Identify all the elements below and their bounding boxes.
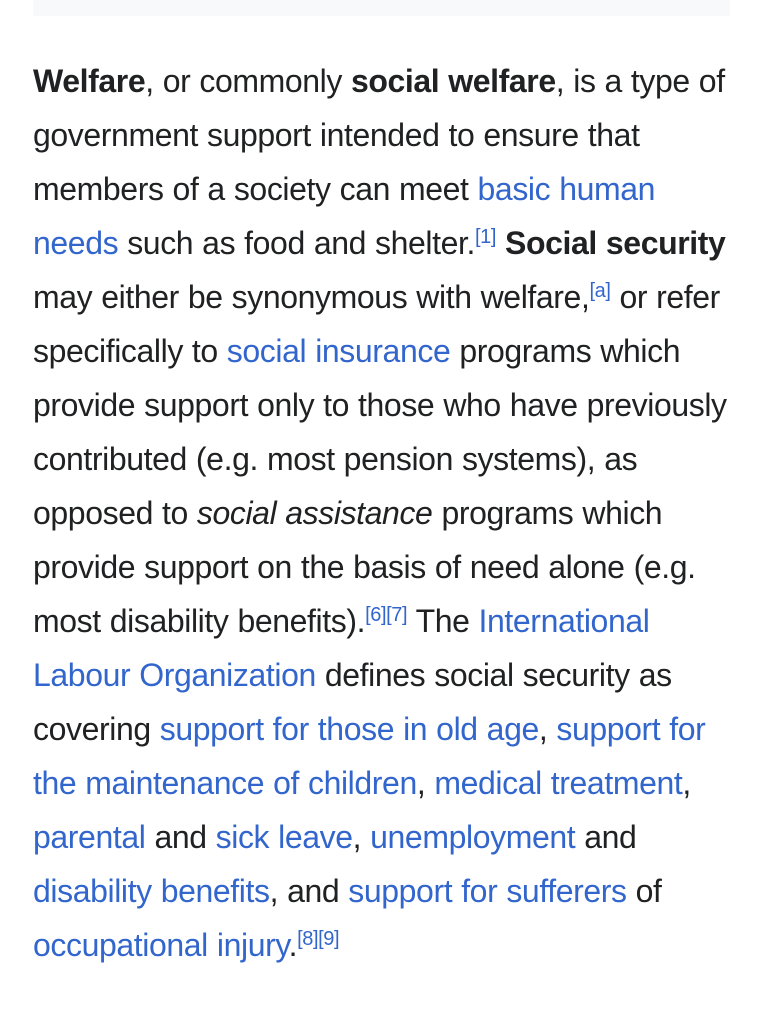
reference-link[interactable]: [1] — [475, 226, 497, 248]
wiki-link[interactable]: medical treatment — [434, 765, 683, 801]
wiki-link[interactable]: occupational injury — [33, 927, 289, 963]
reference-superscript — [297, 928, 318, 950]
wiki-link[interactable]: disability benefits — [33, 873, 270, 909]
text-run: and — [145, 819, 216, 855]
text-run: , or commonly — [145, 63, 351, 99]
bold-text: Welfare — [33, 63, 146, 99]
italic-text: social assistance — [196, 495, 433, 531]
text-run: , and — [269, 873, 349, 909]
reference-superscript — [365, 604, 386, 626]
wiki-link[interactable]: unemployment — [370, 819, 576, 855]
reference-superscript — [475, 226, 496, 248]
wiki-link[interactable]: sick leave — [215, 819, 353, 855]
reference-superscript — [318, 928, 339, 950]
text-run: or refer specifically to — [33, 279, 720, 369]
text-run: , is a type of government support intended to ensure that members of a society can meet — [33, 63, 725, 207]
text-run: and — [575, 819, 637, 855]
reference-superscript — [386, 604, 407, 626]
text-run: may either be synonymous with welfare, — [33, 279, 590, 315]
text-run: , — [538, 711, 557, 747]
reference-link[interactable]: [a] — [589, 280, 611, 302]
text-run: of — [626, 873, 662, 909]
wiki-link[interactable]: support for those in old age — [159, 711, 539, 747]
text-run: programs which provide support only to those who have previously contributed (e.g. most pension systems), as opposed to — [33, 333, 727, 531]
text-run: The — [407, 603, 479, 639]
wiki-link[interactable]: support for the maintenance of children — [33, 711, 706, 801]
text-run: such as food and shelter. — [118, 225, 475, 261]
text-run: , — [682, 765, 691, 801]
reference-link[interactable]: [8] — [297, 928, 319, 950]
infobox-bottom-edge — [33, 0, 730, 16]
reference-link[interactable]: [6] — [365, 604, 387, 626]
reference-link[interactable]: [7] — [386, 604, 408, 626]
wiki-link[interactable]: social insurance — [226, 333, 451, 369]
text-run: , — [352, 819, 371, 855]
text-run — [496, 225, 505, 261]
text-run: programs which provide support on the basis of need alone (e.g. most disability benefits). — [33, 495, 696, 639]
article-lead-paragraph — [33, 54, 732, 972]
wiki-link[interactable]: International Labour Organization — [33, 603, 650, 693]
bold-text: Social security — [505, 225, 726, 261]
bold-text: social welfare — [350, 63, 556, 99]
reference-link[interactable]: [9] — [318, 928, 340, 950]
wiki-link[interactable]: basic human needs — [33, 171, 656, 261]
wiki-link[interactable]: support for sufferers — [348, 873, 627, 909]
text-run: defines social security as covering — [33, 657, 672, 747]
wiki-link[interactable]: parental — [33, 819, 146, 855]
text-run: , — [416, 765, 435, 801]
reference-superscript — [589, 280, 610, 302]
text-run: . — [288, 927, 298, 963]
